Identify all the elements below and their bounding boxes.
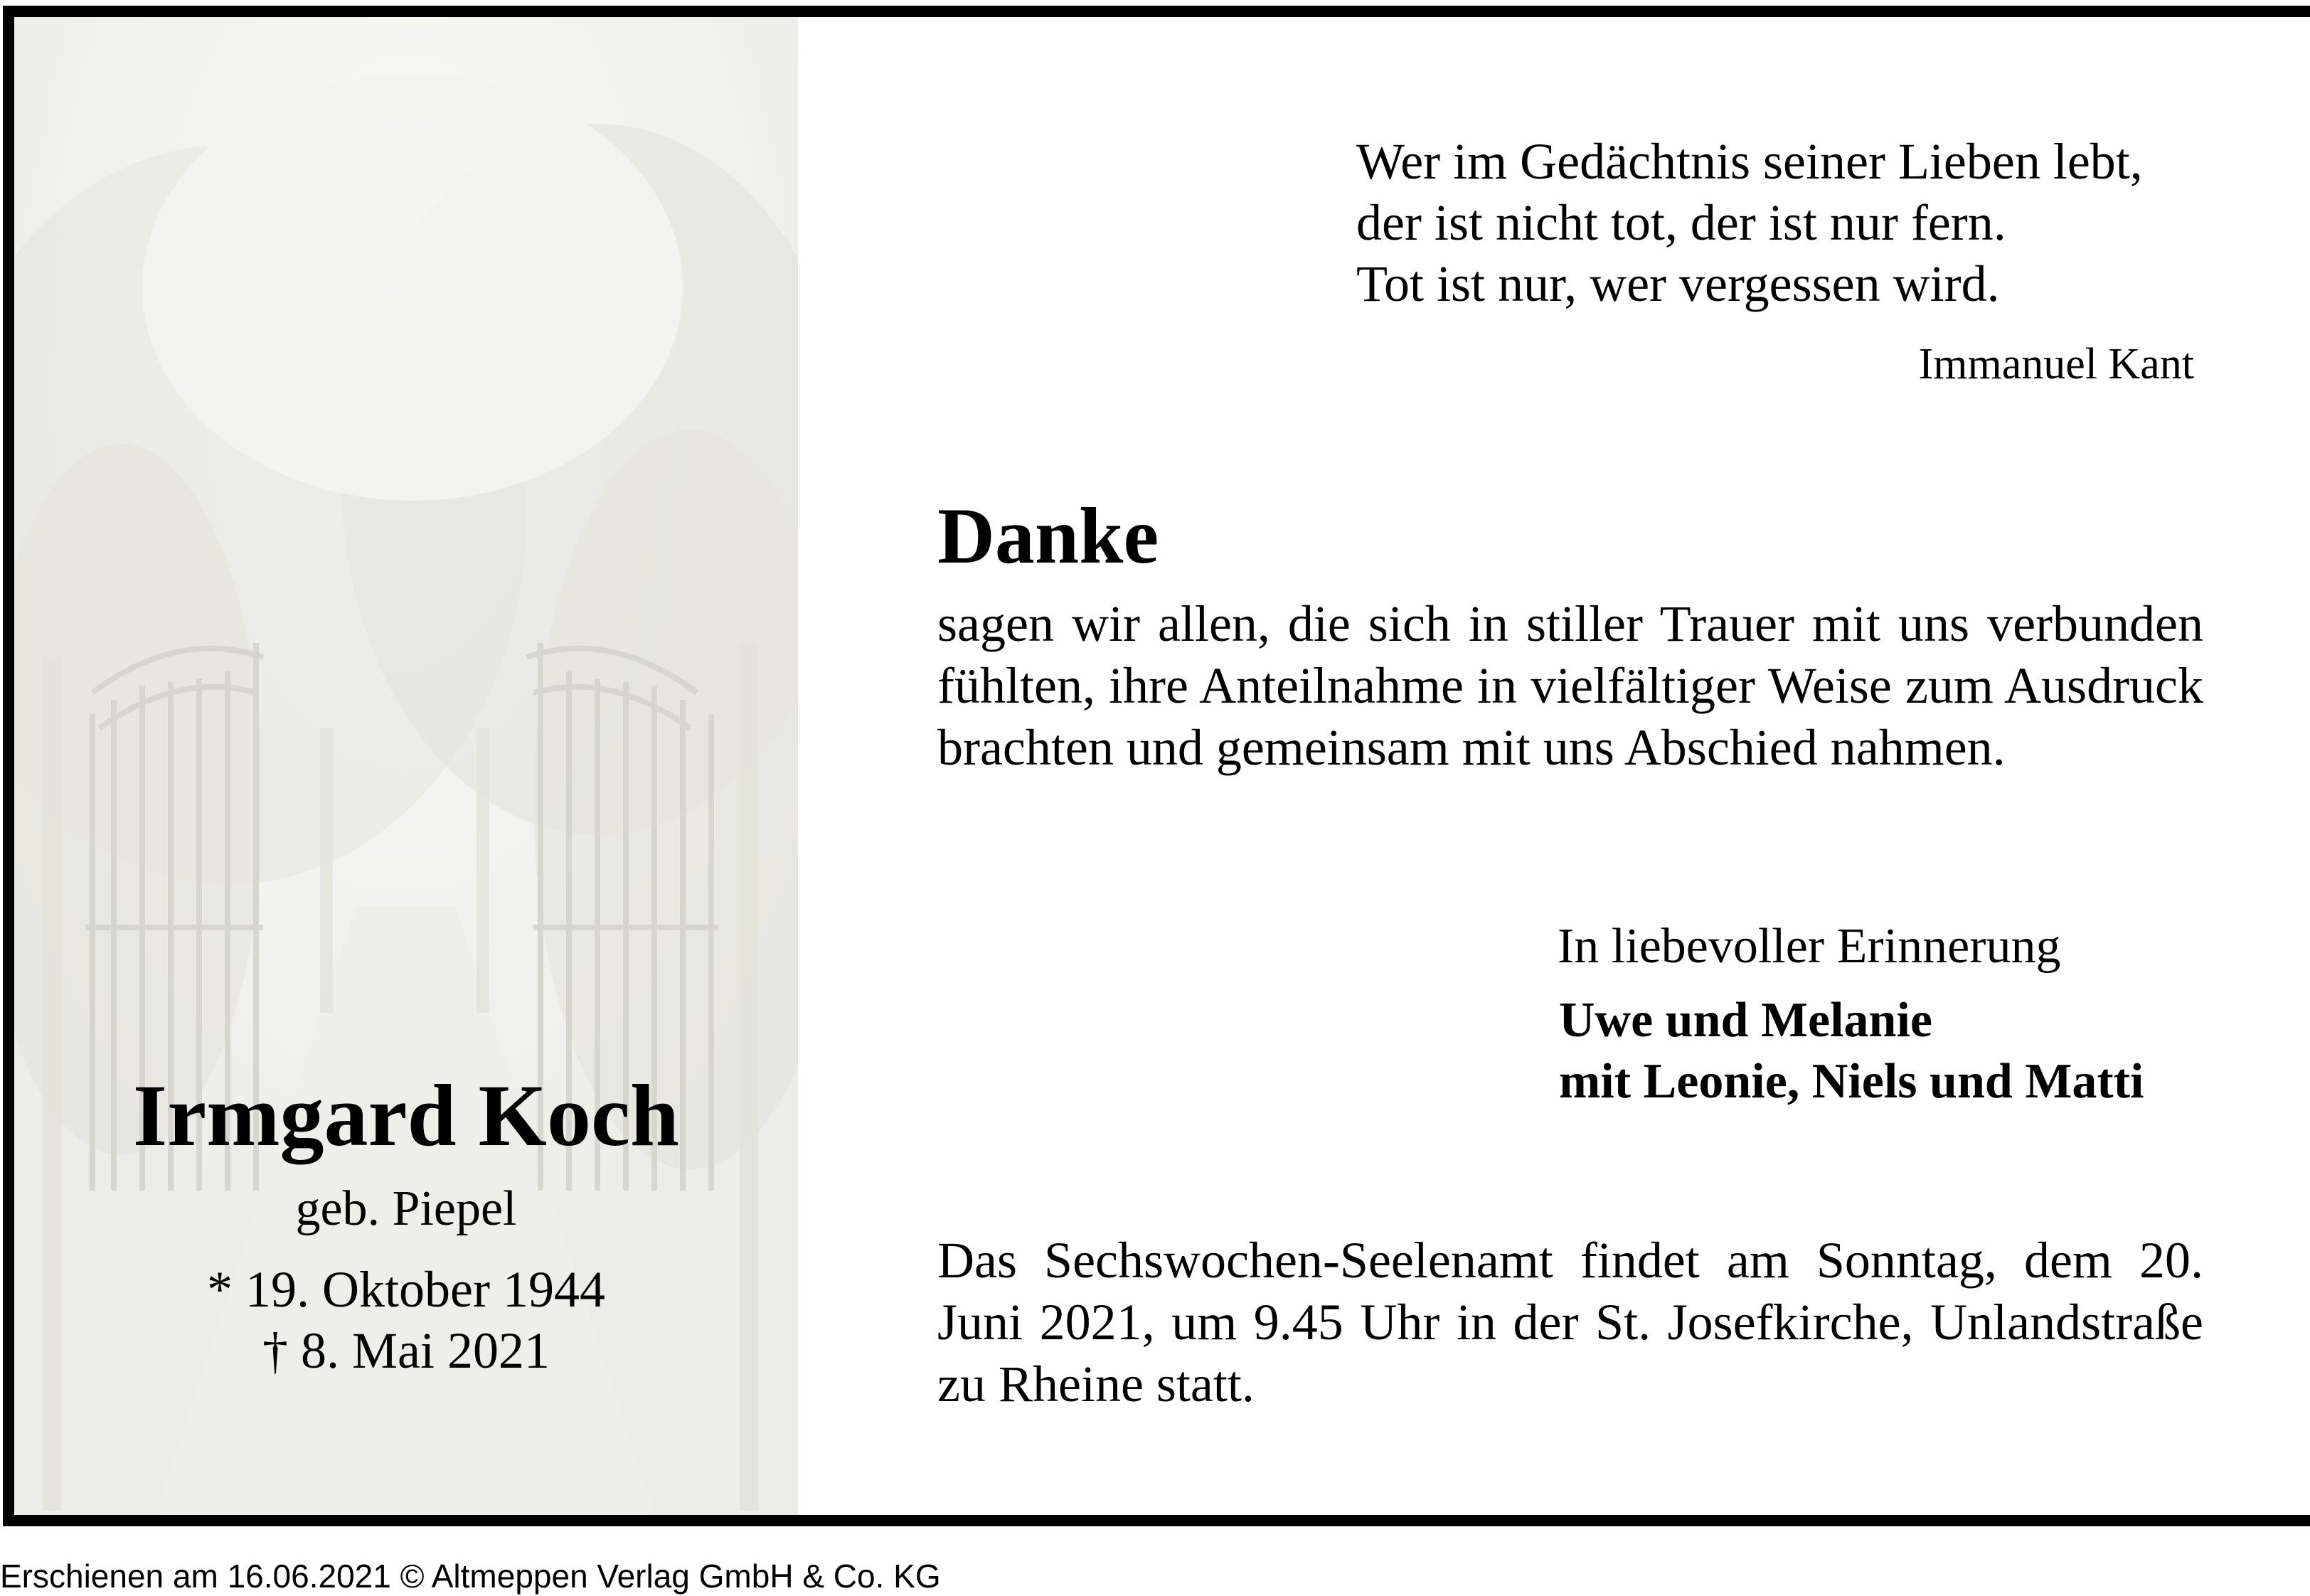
quote-line: Wer im Gedächtnis seiner Lieben lebt,	[1356, 133, 2143, 190]
deceased-name: Irmgard Koch	[132, 1067, 680, 1164]
birth-name: geb. Piepel	[295, 1181, 517, 1236]
quote	[1356, 131, 2143, 314]
quote-line: der ist nicht tot, der ist nur fern.	[1356, 194, 2006, 251]
quote-author: Immanuel Kant	[1918, 340, 2194, 388]
obituary-ad	[3, 6, 2310, 1526]
family-signature	[1559, 990, 2144, 1112]
deceased-info	[14, 1063, 798, 1381]
thanks-heading: Danke	[937, 492, 1159, 580]
birth-date: * 19. Oktober 1944	[207, 1261, 605, 1318]
family-line: mit Leonie, Niels und Matti	[1559, 1054, 2144, 1109]
memory-label: In liebevoller Erinnerung	[1558, 919, 2061, 974]
mass-notice: Das Sechswochen-Seelenamt findet am Sonntag, dem 20. Juni 2021, um 9.45 Uhr in der St. Josefkirche, Unlandstraße zu Rheine statt.	[937, 1232, 2203, 1413]
death-date: † 8. Mai 2021	[262, 1322, 550, 1379]
thanks-text: sagen wir allen, die sich in stiller Trauer mit uns verbunden fühlten, ihre Anteilnahme in vielfältiger Weise zum Ausdruck brachten und gemeinsam mit uns Abschied nahmen.	[937, 595, 2203, 776]
quote-line: Tot ist nur, wer vergessen wird.	[1356, 255, 2000, 312]
publication-footer: Erschienen am 16.06.2021 © Altmeppen Verlag GmbH & Co. KG	[0, 1558, 941, 1595]
family-line: Uwe und Melanie	[1559, 993, 1932, 1048]
gate-background-image	[14, 17, 798, 1515]
